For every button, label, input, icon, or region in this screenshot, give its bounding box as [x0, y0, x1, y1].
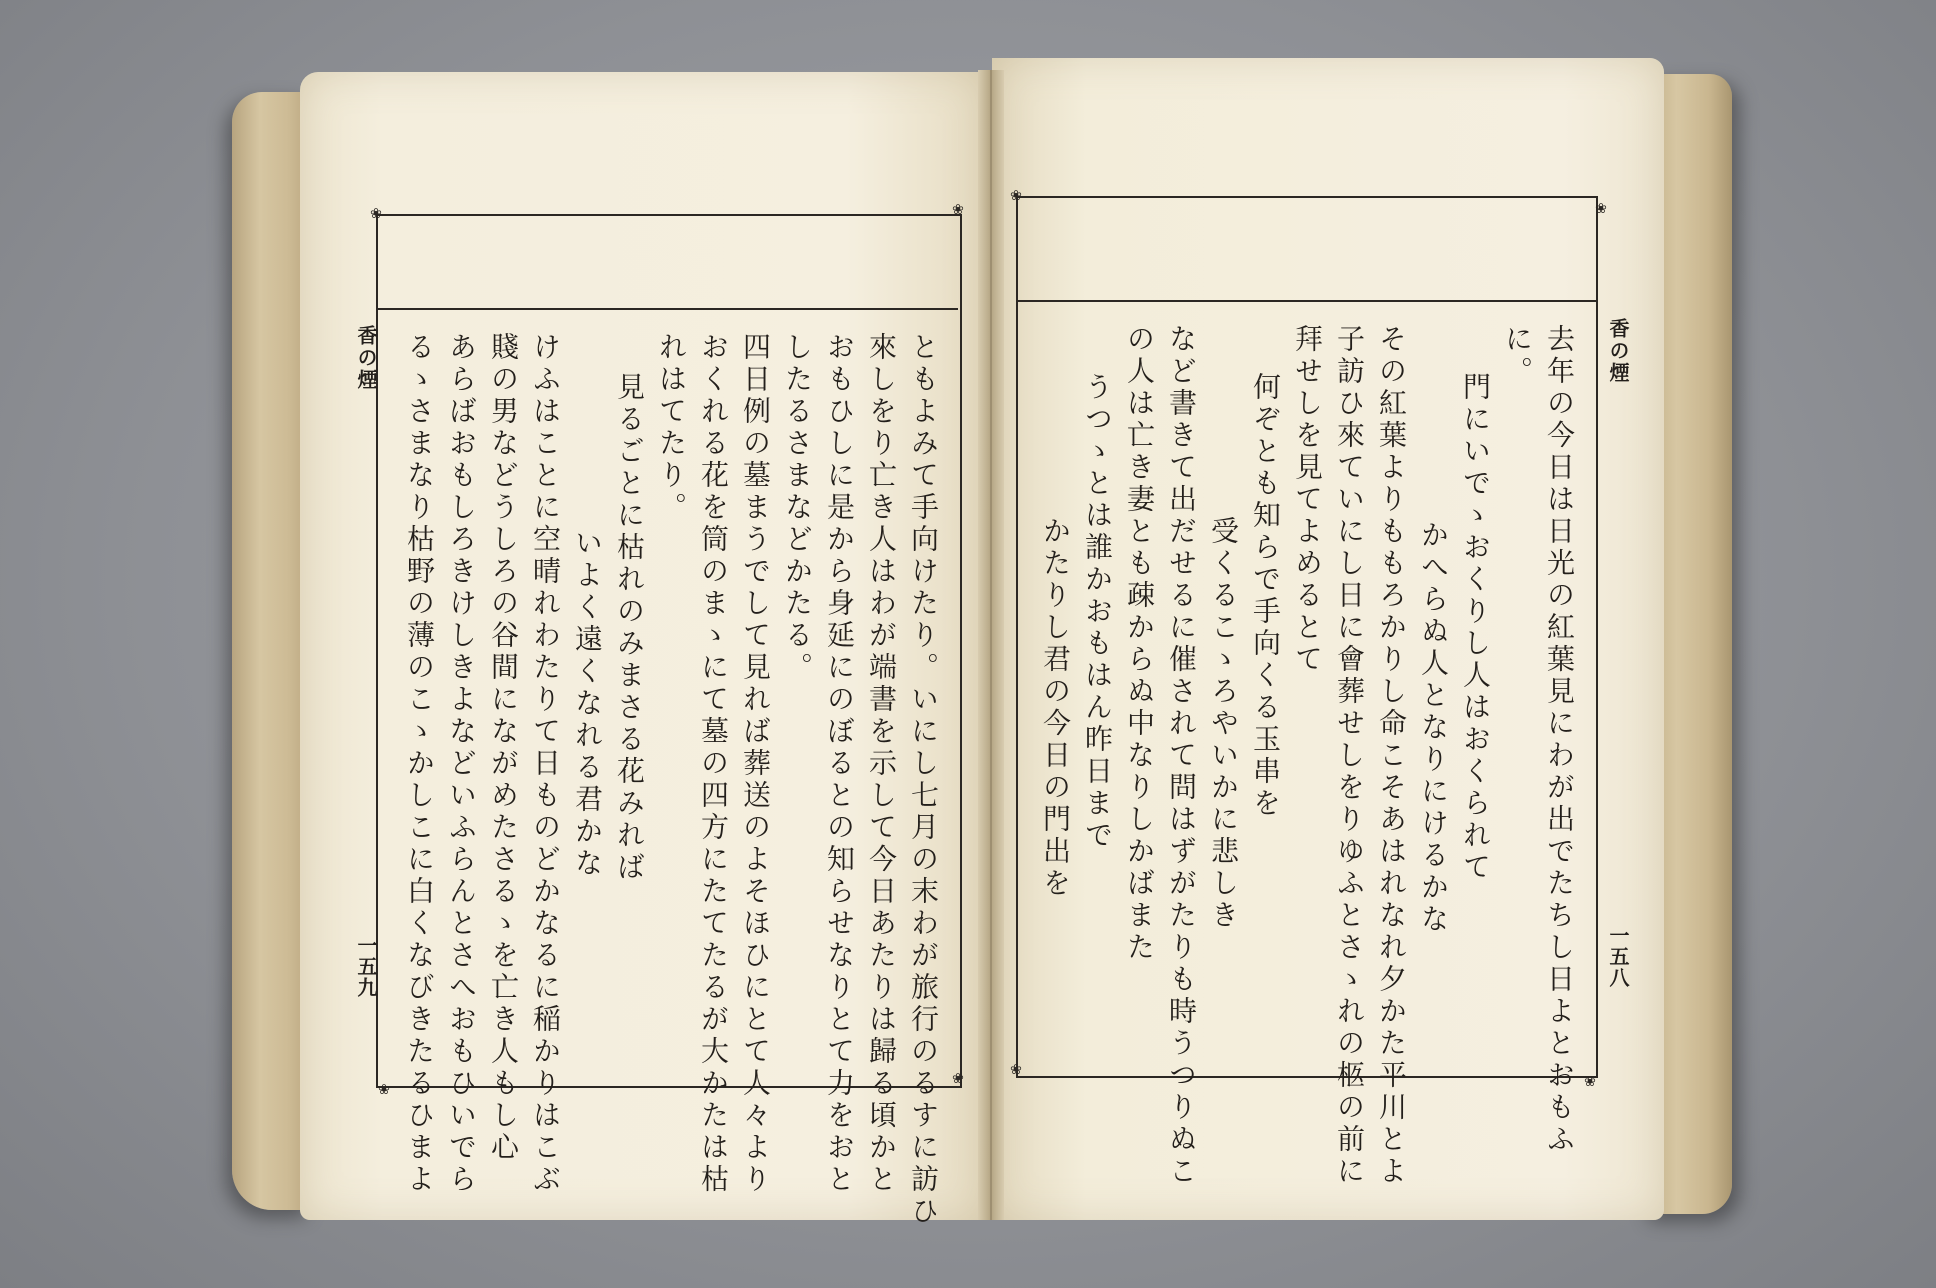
- left-header-rule: [378, 308, 958, 310]
- left-text-column: るゝさまなり枯野の薄のこゝかしこに白くなびきたるひまよ: [403, 332, 436, 1196]
- page-number-right: 一五八: [1606, 925, 1630, 988]
- book-gutter: [978, 70, 1004, 1220]
- right-text-column: 去年の今日は日光の紅葉見にわが出でたちし日よとおもふ: [1543, 324, 1576, 1156]
- corner-ornament-icon: ❀: [952, 202, 964, 218]
- right-text-column: うつゝとは誰かおもはん昨日まで: [1081, 372, 1114, 852]
- left-text-column: 見るごとに枯れのみまさる花みれば: [613, 372, 646, 884]
- corner-ornament-icon: ❀: [1010, 188, 1022, 204]
- right-header-rule: [1018, 300, 1596, 302]
- right-text-column: に。: [1501, 324, 1534, 388]
- left-text-column: あらばおもしろきけしきよなどいふらんとさへおもひいでら: [445, 332, 478, 1196]
- left-text-column: 四日例の墓まうでして見れば葬送のよそほひにとて人々より: [739, 332, 772, 1196]
- corner-ornament-icon: ❀: [952, 1071, 964, 1087]
- corner-ornament-icon: ❀: [1595, 201, 1607, 217]
- running-title-left: 香の煙: [354, 325, 378, 391]
- right-text-column: かへらぬ人となりにけるかな: [1417, 520, 1450, 936]
- left-text-column: けふはことに空晴れわたりて日ものどかなるに稲かりはこぶ: [529, 332, 562, 1196]
- left-text-column: したるさまなどかたる。: [781, 332, 814, 684]
- left-text-column: ともよみて手向けたり。いにし七月の末わが旅行のるすに訪ひ: [907, 332, 940, 1228]
- left-text-column: れはてたり。: [655, 332, 688, 524]
- corner-ornament-icon: ❀: [1010, 1062, 1022, 1078]
- right-text-column: 拜せしを見てよめるとて: [1291, 324, 1324, 676]
- left-text-column: 來しをり亡き人はわが端書を示して今日あたりは歸る頃かと: [865, 332, 898, 1196]
- left-text-column: おくれる花を筒のまゝにて墓の四方にたてたるが大かたは枯: [697, 332, 730, 1196]
- left-text-column: おもひしに是から身延にのぼるとの知らせなりとて力をおと: [823, 332, 856, 1196]
- right-text-column: の人は亡き妻とも疎からぬ中なりしかばまた: [1123, 324, 1156, 964]
- right-text-column: など書きて出だせるに催されて問はずがたりも時うつりぬこ: [1165, 324, 1198, 1188]
- running-title-right: 香の煙: [1606, 318, 1630, 384]
- corner-ornament-icon: ❀: [378, 1082, 390, 1098]
- page-number-left: 一五九: [354, 935, 378, 998]
- right-text-column: 受くるこゝろやいかに悲しき: [1207, 516, 1240, 932]
- corner-ornament-icon: ❀: [1584, 1074, 1596, 1090]
- right-text-column: その紅葉よりももろかりし命こそあはれなれ夕かた平川とよ: [1375, 324, 1408, 1188]
- right-text-column: 門にいでゝおくりし人はおくられて: [1459, 372, 1492, 884]
- right-text-column: かたりし君の今日の門出を: [1039, 516, 1072, 900]
- left-text-column: いよく遠くなれる君かな: [571, 528, 604, 880]
- corner-ornament-icon: ❀: [370, 206, 382, 222]
- right-text-column: 何ぞとも知らで手向くる玉串を: [1249, 372, 1282, 820]
- right-text-column: 子訪ひ來ていにし日に會葬せしをりゆふとさゝれの柩の前に: [1333, 324, 1366, 1188]
- left-text-column: 賤の男などうしろの谷間にながめたさるゝを亡き人もし心: [487, 332, 520, 1164]
